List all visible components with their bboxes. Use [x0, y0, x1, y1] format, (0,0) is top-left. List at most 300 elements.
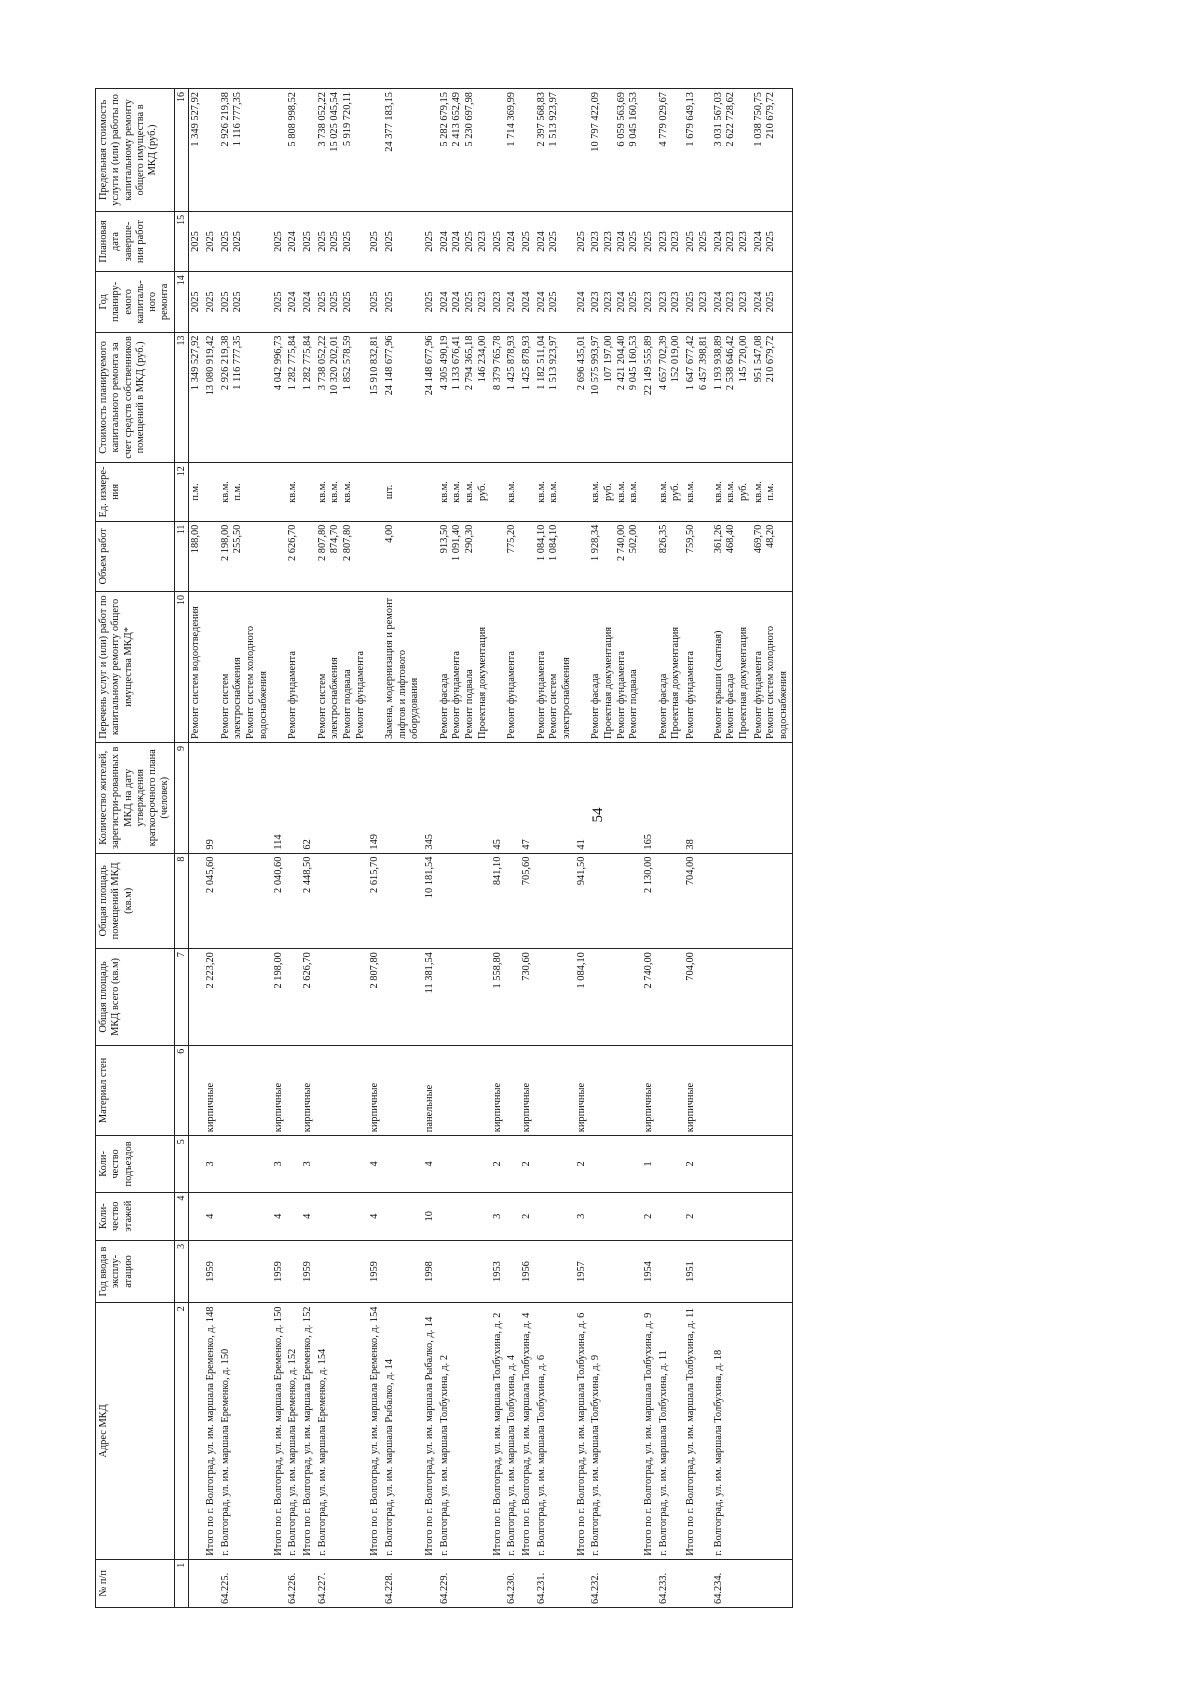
unit-line: кв.м. [341, 481, 353, 503]
floors-cell [505, 1192, 520, 1240]
planned-cost-line: 146 234,00 [476, 335, 488, 383]
entrances-cell: 3 [272, 1136, 287, 1192]
work-volume-cell [575, 521, 590, 591]
address-cell: г. Волгоград, ул. им. маршала Толбухина, д. 9 [589, 1303, 642, 1560]
total-area-cell [438, 949, 491, 1046]
repair-year-line: 2025 [765, 291, 777, 313]
repair-year-line: 2024 [535, 291, 547, 313]
row-number-cell [520, 1559, 535, 1607]
max-cost-line [670, 92, 683, 208]
table-row [286, 89, 301, 1608]
planned-cost-line: 1 282 775,84 [301, 335, 313, 391]
commission-year-cell: 1951 [684, 1240, 711, 1302]
repair-year-line: 2024 [575, 291, 587, 313]
max-cost-cell [204, 89, 219, 212]
repair-year-line: 2024 [287, 291, 299, 313]
address-cell: Итого по г. Волгоград, ул. им. маршала Еременко, д. 150 [272, 1303, 287, 1560]
work-volume-line: 48,20 [765, 524, 777, 549]
wall-material-cell [286, 1045, 301, 1136]
work-volume-cell [684, 521, 711, 591]
repair-year-line: 2024 [615, 291, 627, 313]
address-cell: г. Волгоград, ул. им. маршала Еременко, д. 150 [219, 1303, 272, 1560]
works-list-line: Проектная документация [737, 626, 749, 739]
premises-area-cell: 2 045,60 [204, 853, 219, 949]
work-volume-line: 469,70 [752, 524, 764, 554]
planned-cost-line: 10 320 202,01 [329, 335, 341, 396]
premises-area-cell: 2 040,60 [272, 853, 287, 949]
repair-year-line: 2025 [219, 291, 231, 313]
work-volume-line: 255,50 [232, 524, 244, 554]
commission-year-cell [438, 1240, 491, 1302]
entrances-cell: 4 [423, 1136, 438, 1192]
residents-cell [316, 742, 369, 853]
repair-year-line: 2023 [657, 291, 669, 313]
repair-year-line: 2024 [451, 291, 463, 313]
max-cost-cell [219, 89, 272, 212]
repair-year-cell [505, 272, 520, 332]
address-cell [189, 1303, 204, 1560]
planned-cost-line: 6 457 398,81 [697, 335, 709, 391]
planned-cost-line: 1 182 511,04 [535, 335, 547, 390]
works-list-line: Ремонт фундамента [535, 651, 547, 739]
wall-material-cell [535, 1045, 575, 1136]
residents-cell: 38 [684, 742, 711, 853]
repair-year-line: 2025 [464, 291, 476, 313]
total-area-cell [219, 949, 272, 1046]
completion-date-line: 2025 [316, 231, 328, 252]
works-list-cell [301, 592, 316, 743]
planned-cost-line: 15 910 832,81 [369, 335, 381, 396]
column-number: 14 [174, 272, 189, 332]
address-cell: Итого по г. Волгоград, ул. им. маршала Еременко, д. 154 [368, 1303, 383, 1560]
premises-area-cell [438, 853, 491, 949]
repair-year-line: 2024 [752, 291, 764, 313]
wall-material-cell [589, 1045, 642, 1136]
planned-cost-cell [657, 332, 684, 463]
works-list-line: Проектная документация [670, 626, 682, 739]
repair-year-cell [423, 272, 438, 332]
row-number-cell [368, 1559, 383, 1607]
completion-date-line: 2025 [272, 231, 284, 252]
works-list-cell [520, 592, 535, 743]
residents-cell [383, 742, 423, 853]
unit-line: кв.м. [590, 481, 602, 503]
residents-cell: 99 [204, 742, 219, 853]
header-cell: Коли-чество подъездов [96, 1136, 175, 1192]
planned-cost-line: 1 193 938,89 [712, 335, 724, 391]
works-list-cell [491, 592, 506, 743]
completion-date-cell [657, 211, 684, 271]
unit-line: кв.м. [464, 481, 476, 503]
total-area-cell [505, 949, 520, 1046]
header-cell: Стоимость планируемого капитального ремонта за счет средств собственников помещений в МКД (руб.) [96, 332, 175, 463]
unit-line: руб. [603, 482, 615, 501]
repair-year-line: 2025 [341, 291, 353, 313]
planned-cost-line: 2 538 646,42 [725, 335, 737, 391]
table-row [520, 89, 535, 1608]
entrances-cell [438, 1136, 491, 1192]
address-cell [752, 1303, 793, 1560]
work-volume-line: 759,50 [685, 524, 697, 554]
entrances-cell [219, 1136, 272, 1192]
max-cost-line: 2 397 568,83 [535, 92, 547, 147]
residents-cell: 165 [642, 742, 657, 853]
table-row [491, 89, 506, 1608]
works-list-cell [219, 592, 272, 743]
header-cell: Объем работ [96, 521, 175, 591]
repair-year-cell [189, 272, 204, 332]
works-list-cell [505, 592, 520, 743]
table-row [423, 89, 438, 1608]
table-row [505, 89, 520, 1608]
repair-year-line: 2025 [205, 291, 217, 313]
work-volume-cell [438, 521, 491, 591]
residents-cell: 149 [368, 742, 383, 853]
table-row [535, 89, 575, 1608]
completion-date-line: 2024 [451, 231, 463, 252]
work-volume-cell [301, 521, 316, 591]
address-cell: Итого по г. Волгоград, ул. им. маршала Толбухина, д. 11 [684, 1303, 711, 1560]
unit-cell [712, 463, 752, 521]
unit-line: руб. [476, 482, 488, 501]
table-row [438, 89, 491, 1608]
row-number-cell: 64.229. [438, 1559, 491, 1607]
work-volume-cell [204, 521, 219, 591]
max-cost-cell [423, 89, 438, 212]
completion-date-line: 2025 [219, 231, 231, 252]
completion-date-line: 2025 [628, 231, 640, 252]
floors-cell [589, 1192, 642, 1240]
planned-cost-line: 13 080 919,42 [205, 335, 217, 396]
floors-cell [383, 1192, 423, 1240]
completion-date-cell [520, 211, 535, 271]
work-volume-line: 468,40 [725, 524, 737, 554]
max-cost-line [477, 92, 490, 208]
column-number: 15 [174, 211, 189, 271]
commission-year-cell [189, 1240, 204, 1302]
max-cost-line: 6 059 563,69 [615, 92, 627, 147]
unit-line: п.м. [232, 483, 244, 501]
residents-cell: 45 [491, 742, 506, 853]
work-volume-line: 775,20 [506, 524, 518, 554]
unit-line: кв.м. [615, 481, 627, 503]
commission-year-cell [219, 1240, 272, 1302]
floors-cell: 10 [423, 1192, 438, 1240]
header-cell: № п/п [96, 1559, 175, 1607]
unit-line: п.м. [190, 483, 202, 501]
works-list-cell [383, 592, 423, 743]
planned-cost-cell [505, 332, 520, 463]
max-cost-line: 9 045 160,53 [628, 92, 640, 147]
column-number: 5 [174, 1136, 189, 1192]
repair-year-line: 2025 [369, 291, 381, 313]
completion-date-line: 2025 [548, 231, 560, 252]
column-number: 8 [174, 853, 189, 949]
total-area-cell: 1 558,80 [491, 949, 506, 1046]
max-cost-line: 1 714 369,99 [506, 92, 518, 147]
max-cost-line: 5 282 679,15 [438, 92, 450, 147]
max-cost-cell [752, 89, 793, 212]
completion-date-line: 2025 [205, 231, 217, 252]
residents-cell [589, 742, 642, 853]
max-cost-cell [491, 89, 506, 212]
row-number-cell [575, 1559, 590, 1607]
planned-cost-line: 9 045 160,53 [628, 335, 640, 391]
work-volume-line: 1 084,10 [548, 524, 560, 562]
work-volume-cell [423, 521, 438, 591]
work-volume-line: 290,30 [464, 524, 476, 554]
planned-cost-line: 2 794 365,18 [464, 335, 476, 391]
completion-date-line: 2024 [752, 231, 764, 252]
planned-cost-cell [438, 332, 491, 463]
table-row [368, 89, 383, 1608]
capital-repair-plan-table-sheet [95, 88, 1105, 1608]
completion-date-line: 2025 [491, 231, 503, 252]
work-volume-line [670, 525, 683, 588]
work-volume-line: 2 740,00 [615, 524, 627, 562]
wall-material-cell: кирпичные [204, 1045, 219, 1136]
row-number-cell [272, 1559, 287, 1607]
residents-cell [712, 742, 752, 853]
planned-cost-line: 1 425 878,93 [520, 335, 532, 391]
residents-cell: 62 [301, 742, 316, 853]
works-list-line: Ремонт систем холодного водоснабжения [245, 625, 269, 739]
repair-year-cell [684, 272, 711, 332]
unit-cell [219, 463, 272, 521]
commission-year-cell: 1953 [491, 1240, 506, 1302]
address-cell: Итого по г. Волгоград, ул. им. маршала Толбухина, д. 6 [575, 1303, 590, 1560]
entrances-cell [316, 1136, 369, 1192]
repair-year-line: 2023 [737, 291, 749, 313]
total-area-cell: 730,60 [520, 949, 535, 1046]
work-volume-cell [189, 521, 204, 591]
table-row [752, 89, 793, 1608]
works-list-line: Ремонт фасада [657, 673, 669, 739]
unit-cell [642, 463, 657, 521]
max-cost-cell [189, 89, 204, 212]
repair-year-cell [204, 272, 219, 332]
completion-date-line: 2025 [384, 231, 396, 252]
planned-cost-cell [272, 332, 287, 463]
address-cell: г. Волгоград, ул. им. маршала Рыбалко, д. 14 [383, 1303, 423, 1560]
row-number-cell: 64.226. [286, 1559, 301, 1607]
unit-line: кв.м. [725, 481, 737, 503]
planned-cost-line: 1 133 676,41 [451, 335, 463, 391]
unit-line: кв.м. [506, 481, 518, 503]
repair-year-line: 2024 [301, 291, 313, 313]
repair-year-line: 2025 [548, 291, 560, 313]
residents-cell: 47 [520, 742, 535, 853]
completion-date-line: 2024 [438, 231, 450, 252]
row-number-cell [642, 1559, 657, 1607]
table-row [189, 89, 204, 1608]
repair-year-cell [589, 272, 642, 332]
total-area-cell [189, 949, 204, 1046]
max-cost-cell [657, 89, 684, 212]
total-area-cell [535, 949, 575, 1046]
premises-area-cell [383, 853, 423, 949]
works-list-cell [712, 592, 752, 743]
planned-cost-line: 210 679,72 [765, 335, 777, 383]
row-number-cell [684, 1559, 711, 1607]
works-list-cell [272, 592, 287, 743]
max-cost-line [738, 92, 751, 208]
table-row [301, 89, 316, 1608]
total-area-cell [657, 949, 684, 1046]
planned-cost-line: 1 282 775,84 [287, 335, 299, 391]
works-list-line: Ремонт фасада [590, 673, 602, 739]
capital-repair-table [95, 88, 793, 1608]
commission-year-cell: 1959 [204, 1240, 219, 1302]
entrances-cell: 4 [368, 1136, 383, 1192]
column-number: 7 [174, 949, 189, 1046]
repair-year-line: 2023 [670, 291, 682, 313]
unit-cell [204, 463, 219, 521]
repair-year-cell [535, 272, 575, 332]
repair-year-line: 2023 [643, 291, 655, 313]
completion-date-line: 2023 [657, 231, 669, 252]
works-list-cell [368, 592, 383, 743]
completion-date-cell [642, 211, 657, 271]
repair-year-line: 2025 [329, 291, 341, 313]
floors-cell: 2 [684, 1192, 711, 1240]
unit-line: кв.м. [535, 481, 547, 503]
planned-cost-cell [712, 332, 752, 463]
completion-date-cell [423, 211, 438, 271]
column-number: 13 [174, 332, 189, 463]
planned-cost-cell [301, 332, 316, 463]
entrances-cell [752, 1136, 793, 1192]
work-volume-line: 502,00 [628, 524, 640, 554]
works-list-line: Ремонт фундамента [615, 651, 627, 739]
planned-cost-cell [752, 332, 793, 463]
max-cost-line: 2 413 652,49 [451, 92, 463, 147]
floors-cell [189, 1192, 204, 1240]
entrances-cell [505, 1136, 520, 1192]
planned-cost-line: 2 926 219,38 [219, 335, 231, 391]
unit-cell [589, 463, 642, 521]
row-number-cell: 64.232. [589, 1559, 642, 1607]
residents-cell [219, 742, 272, 853]
works-list-cell [684, 592, 711, 743]
header-cell: Общая площадь помещений МКД (кв.м) [96, 853, 175, 949]
repair-year-cell [657, 272, 684, 332]
completion-date-line: 2025 [369, 231, 381, 252]
premises-area-cell: 704,00 [684, 853, 711, 949]
premises-area-cell: 841,10 [491, 853, 506, 949]
completion-date-line: 2023 [725, 231, 737, 252]
row-number-cell [189, 1559, 204, 1607]
planned-cost-cell [642, 332, 657, 463]
planned-cost-cell [204, 332, 219, 463]
unit-line: кв.м. [329, 481, 341, 503]
commission-year-cell [383, 1240, 423, 1302]
works-list-line: Ремонт систем электроснабжения [548, 657, 572, 739]
work-volume-line: 361,26 [712, 524, 724, 554]
entrances-cell: 2 [520, 1136, 535, 1192]
unit-line: кв.м. [438, 481, 450, 503]
completion-date-line: 2025 [697, 231, 709, 252]
planned-cost-line: 22 149 555,89 [643, 335, 655, 396]
floors-cell [535, 1192, 575, 1240]
work-volume-cell [491, 521, 506, 591]
work-volume-line [477, 525, 490, 588]
max-cost-line: 1 513 923,97 [548, 92, 560, 147]
works-list-cell [589, 592, 642, 743]
wall-material-cell [189, 1045, 204, 1136]
column-number: 16 [174, 89, 189, 212]
completion-date-line: 2025 [685, 231, 697, 252]
works-list-line: Ремонт фундамента [506, 651, 518, 739]
total-area-cell: 2 626,70 [301, 949, 316, 1046]
row-number-cell [491, 1559, 506, 1607]
max-cost-cell [438, 89, 491, 212]
works-list-line: Ремонт фасада [438, 673, 450, 739]
wall-material-cell [438, 1045, 491, 1136]
max-cost-cell [286, 89, 301, 212]
works-list-line: Ремонт фундамента [451, 651, 463, 739]
repair-year-line: 2023 [491, 291, 503, 313]
entrances-cell [712, 1136, 752, 1192]
work-volume-line: 1 091,40 [451, 524, 463, 562]
column-number: 2 [174, 1303, 189, 1560]
planned-cost-line: 3 738 052,22 [316, 335, 328, 391]
unit-cell [272, 463, 287, 521]
completion-date-line: 2025 [232, 231, 244, 252]
premises-area-cell: 2 448,50 [301, 853, 316, 949]
premises-area-cell: 2 615,70 [368, 853, 383, 949]
works-list-cell [286, 592, 301, 743]
column-number: 11 [174, 521, 189, 591]
planned-cost-line: 8 379 765,78 [491, 335, 503, 391]
completion-date-cell [272, 211, 287, 271]
commission-year-cell: 1959 [272, 1240, 287, 1302]
total-area-cell: 11 381,54 [423, 949, 438, 1046]
planned-cost-cell [589, 332, 642, 463]
floors-cell [286, 1192, 301, 1240]
row-number-cell: 64.225. [219, 1559, 272, 1607]
row-number-cell [204, 1559, 219, 1607]
works-list-line: Ремонт фундамента [752, 651, 764, 739]
works-list-line: Ремонт систем электроснабжения [219, 657, 244, 739]
planned-cost-line: 107 197,00 [603, 335, 615, 383]
premises-area-cell [589, 853, 642, 949]
row-number-cell: 64.227. [316, 1559, 369, 1607]
commission-year-cell [657, 1240, 684, 1302]
unit-line: кв.м. [287, 481, 299, 503]
repair-year-line: 2024 [506, 291, 518, 313]
table-body [189, 89, 792, 1608]
works-list-line: Ремонт систем электроснабжения [316, 657, 341, 739]
repair-year-line: 2025 [232, 291, 244, 313]
address-cell: г. Волгоград, ул. им. маршала Толбухина, д. 18 [712, 1303, 752, 1560]
entrances-cell: 2 [575, 1136, 590, 1192]
completion-date-line: 2025 [301, 231, 313, 252]
work-volume-line: 4,00 [384, 524, 396, 543]
wall-material-cell: кирпичные [520, 1045, 535, 1136]
planned-cost-cell [423, 332, 438, 463]
work-volume-cell [286, 521, 301, 591]
wall-material-cell: кирпичные [272, 1045, 287, 1136]
address-cell: г. Волгоград, ул. им. маршала Толбухина, д. 2 [438, 1303, 491, 1560]
completion-date-line: 2024 [535, 231, 547, 252]
repair-year-cell [383, 272, 423, 332]
repair-year-line: 2023 [603, 291, 615, 313]
works-list-line: Ремонт крыши (скатная) [712, 630, 724, 739]
max-cost-cell [272, 89, 287, 212]
planned-cost-cell [684, 332, 711, 463]
entrances-cell [383, 1136, 423, 1192]
